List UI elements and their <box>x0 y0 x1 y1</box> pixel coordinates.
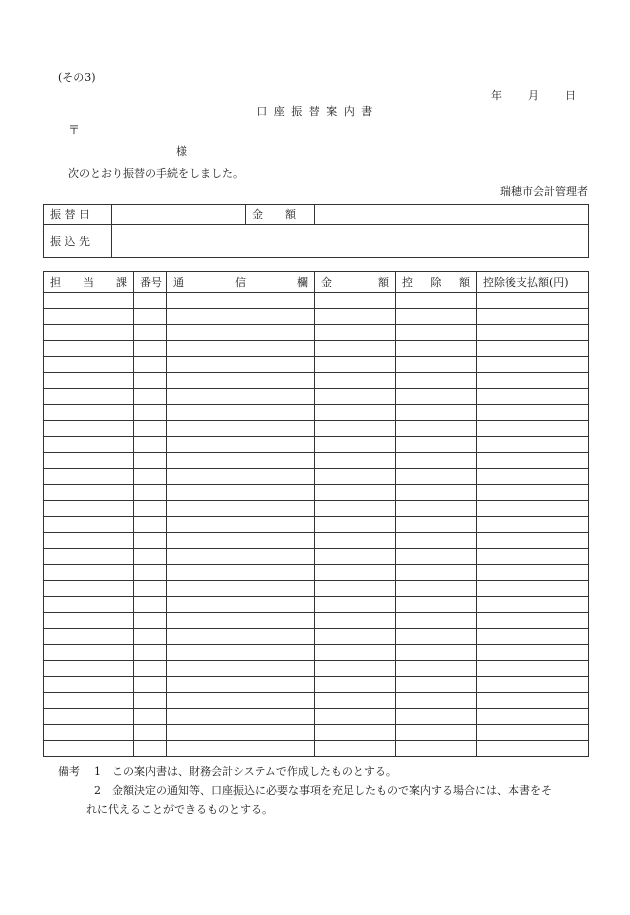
postal-mark: 〒 <box>68 123 81 137</box>
table-cell <box>477 565 589 581</box>
table-cell <box>44 437 134 453</box>
table-row <box>44 645 589 661</box>
table-cell <box>44 549 134 565</box>
table-cell <box>167 709 315 725</box>
date-day: 日 <box>565 89 576 102</box>
table-cell <box>134 293 167 309</box>
table-cell <box>44 309 134 325</box>
table-cell <box>396 645 477 661</box>
table-cell <box>44 741 134 757</box>
table-cell <box>315 597 396 613</box>
table-cell <box>315 725 396 741</box>
table-cell <box>396 597 477 613</box>
table-cell <box>167 645 315 661</box>
table-cell <box>396 661 477 677</box>
table-row <box>44 517 589 533</box>
table-cell <box>396 677 477 693</box>
table-cell <box>167 453 315 469</box>
table-row <box>44 373 589 389</box>
table-cell <box>315 581 396 597</box>
table-cell <box>477 325 589 341</box>
table-cell <box>396 565 477 581</box>
table-cell <box>315 709 396 725</box>
table-cell <box>44 357 134 373</box>
column-header: 担 当 課 <box>44 272 134 293</box>
table-cell <box>44 613 134 629</box>
table-cell <box>167 485 315 501</box>
table-cell <box>167 613 315 629</box>
table-cell <box>134 677 167 693</box>
table-cell <box>315 693 396 709</box>
table-row <box>44 581 589 597</box>
table-cell <box>44 293 134 309</box>
table-cell <box>315 437 396 453</box>
table-cell <box>44 597 134 613</box>
table-cell <box>315 453 396 469</box>
table-cell <box>477 437 589 453</box>
table-cell <box>477 389 589 405</box>
table-cell <box>44 533 134 549</box>
table-cell <box>44 661 134 677</box>
table-cell <box>315 341 396 357</box>
table-cell <box>315 325 396 341</box>
transfer-info-box <box>43 204 589 258</box>
form-number-label: (その3) <box>58 71 96 84</box>
table-cell <box>134 581 167 597</box>
amount-label: 金 額 <box>246 205 315 225</box>
table-cell <box>396 741 477 757</box>
table-cell <box>44 405 134 421</box>
table-row <box>44 533 589 549</box>
table-cell <box>167 437 315 453</box>
table-row <box>44 293 589 309</box>
table-row <box>44 469 589 485</box>
table-cell <box>315 485 396 501</box>
table-cell <box>167 581 315 597</box>
table-cell <box>134 453 167 469</box>
table-cell <box>44 645 134 661</box>
table-cell <box>167 405 315 421</box>
table-cell <box>134 389 167 405</box>
table-cell <box>315 741 396 757</box>
table-cell <box>396 389 477 405</box>
table-row <box>44 357 589 373</box>
table-cell <box>134 613 167 629</box>
table-cell <box>134 629 167 645</box>
table-cell <box>134 405 167 421</box>
table-cell <box>477 421 589 437</box>
table-cell <box>44 709 134 725</box>
table-cell <box>396 629 477 645</box>
table-cell <box>315 357 396 373</box>
table-cell <box>134 421 167 437</box>
table-cell <box>134 533 167 549</box>
recipient-honorific: 様 <box>176 145 187 158</box>
table-cell <box>477 501 589 517</box>
table-cell <box>477 293 589 309</box>
table-cell <box>44 677 134 693</box>
table-row <box>44 629 589 645</box>
table-cell <box>315 661 396 677</box>
table-row <box>44 485 589 501</box>
table-cell <box>477 309 589 325</box>
table-cell <box>167 741 315 757</box>
table-cell <box>477 405 589 421</box>
table-cell <box>44 421 134 437</box>
table-cell <box>167 597 315 613</box>
table-cell <box>315 293 396 309</box>
table-cell <box>315 469 396 485</box>
table-cell <box>134 549 167 565</box>
table-cell <box>477 629 589 645</box>
table-row <box>44 389 589 405</box>
table-cell <box>134 565 167 581</box>
table-row <box>44 597 589 613</box>
table-cell <box>167 373 315 389</box>
column-header: 番号 <box>134 272 167 293</box>
table-cell <box>134 309 167 325</box>
table-cell <box>477 485 589 501</box>
table-cell <box>315 421 396 437</box>
transfer-date-value <box>112 205 246 225</box>
table-cell <box>315 405 396 421</box>
remark-note-1: 1 この案内書は、財務会計システムで作成したものとする。 <box>94 765 397 778</box>
table-cell <box>134 709 167 725</box>
column-header: 通 信 欄 <box>167 272 315 293</box>
remark-note-2-continued: れに代えることができるものとする。 <box>86 803 273 816</box>
table-cell <box>315 309 396 325</box>
table-row <box>44 405 589 421</box>
table-cell <box>167 517 315 533</box>
table-cell <box>396 373 477 389</box>
table-cell <box>167 389 315 405</box>
table-cell <box>396 421 477 437</box>
payee-label: 振 込 先 <box>44 225 112 258</box>
table-cell <box>477 613 589 629</box>
table-cell <box>477 517 589 533</box>
payee-value <box>112 225 589 258</box>
table-cell <box>477 469 589 485</box>
table-cell <box>134 661 167 677</box>
table-cell <box>167 549 315 565</box>
table-cell <box>315 517 396 533</box>
column-header: 金 額 <box>315 272 396 293</box>
remark-note-2: 2 金額決定の通知等、口座振込に必要な事項を充足したもので案内する場合には、本書をそ <box>94 784 552 797</box>
table-cell <box>134 341 167 357</box>
remarks-label: 備考 <box>58 765 80 778</box>
table-cell <box>315 533 396 549</box>
table-cell <box>44 725 134 741</box>
table-cell <box>477 357 589 373</box>
table-cell <box>396 581 477 597</box>
table-row <box>44 453 589 469</box>
table-cell <box>315 677 396 693</box>
table-cell <box>167 629 315 645</box>
table-cell <box>477 645 589 661</box>
table-cell <box>477 693 589 709</box>
detail-table <box>43 271 589 757</box>
table-cell <box>134 517 167 533</box>
table-cell <box>477 677 589 693</box>
table-cell <box>44 565 134 581</box>
table-row <box>44 565 589 581</box>
table-cell <box>167 661 315 677</box>
table-row <box>44 693 589 709</box>
issuer-name: 瑞穂市会計管理者 <box>500 185 588 198</box>
table-row <box>44 725 589 741</box>
table-cell <box>477 341 589 357</box>
table-cell <box>44 501 134 517</box>
date-year: 年 <box>491 89 502 102</box>
table-cell <box>396 437 477 453</box>
table-cell <box>315 613 396 629</box>
table-row <box>44 613 589 629</box>
table-cell <box>44 693 134 709</box>
table-cell <box>315 373 396 389</box>
table-row <box>44 741 589 757</box>
table-cell <box>167 293 315 309</box>
table-cell <box>44 341 134 357</box>
table-cell <box>44 629 134 645</box>
table-cell <box>134 373 167 389</box>
table-cell <box>167 341 315 357</box>
table-cell <box>315 389 396 405</box>
table-cell <box>396 613 477 629</box>
table-cell <box>396 357 477 373</box>
table-cell <box>315 501 396 517</box>
column-header: 控除後支払額(円) <box>477 272 589 293</box>
table-header-row <box>44 272 589 293</box>
table-cell <box>134 597 167 613</box>
table-cell <box>167 693 315 709</box>
table-cell <box>44 325 134 341</box>
table-row <box>44 325 589 341</box>
table-cell <box>396 725 477 741</box>
table-cell <box>167 533 315 549</box>
table-cell <box>134 357 167 373</box>
table-cell <box>477 581 589 597</box>
table-cell <box>167 325 315 341</box>
table-cell <box>396 693 477 709</box>
table-cell <box>167 501 315 517</box>
table-cell <box>44 469 134 485</box>
table-cell <box>167 309 315 325</box>
document-title: 口 座 振 替 案 内 書 <box>256 105 374 118</box>
table-row <box>44 309 589 325</box>
table-cell <box>315 549 396 565</box>
table-cell <box>396 501 477 517</box>
table-cell <box>167 357 315 373</box>
table-cell <box>134 325 167 341</box>
table-row <box>44 421 589 437</box>
table-cell <box>44 453 134 469</box>
table-cell <box>477 725 589 741</box>
table-cell <box>44 373 134 389</box>
table-cell <box>477 741 589 757</box>
table-cell <box>134 693 167 709</box>
table-cell <box>315 565 396 581</box>
table-row <box>44 501 589 517</box>
transfer-date-label: 振 替 日 <box>44 205 112 225</box>
table-cell <box>44 517 134 533</box>
table-row <box>44 709 589 725</box>
table-row <box>44 677 589 693</box>
table-cell <box>167 725 315 741</box>
table-cell <box>396 293 477 309</box>
table-cell <box>396 709 477 725</box>
table-cell <box>134 501 167 517</box>
table-cell <box>396 453 477 469</box>
table-cell <box>396 325 477 341</box>
table-cell <box>396 341 477 357</box>
table-cell <box>315 645 396 661</box>
table-cell <box>396 405 477 421</box>
table-cell <box>477 661 589 677</box>
table-cell <box>134 741 167 757</box>
table-cell <box>477 597 589 613</box>
table-cell <box>396 469 477 485</box>
column-header: 控 除 額 <box>396 272 477 293</box>
table-cell <box>134 645 167 661</box>
table-cell <box>134 437 167 453</box>
table-cell <box>477 709 589 725</box>
table-cell <box>396 533 477 549</box>
table-cell <box>477 373 589 389</box>
table-cell <box>477 549 589 565</box>
table-cell <box>167 469 315 485</box>
table-cell <box>396 549 477 565</box>
table-row <box>44 437 589 453</box>
table-cell <box>134 469 167 485</box>
table-cell <box>44 389 134 405</box>
table-cell <box>44 485 134 501</box>
table-cell <box>167 421 315 437</box>
table-cell <box>315 629 396 645</box>
date-month: 月 <box>528 89 539 102</box>
table-cell <box>477 533 589 549</box>
table-cell <box>167 565 315 581</box>
table-cell <box>134 725 167 741</box>
date-line <box>491 90 576 101</box>
table-cell <box>167 677 315 693</box>
table-cell <box>44 581 134 597</box>
table-cell <box>396 309 477 325</box>
table-row <box>44 661 589 677</box>
intro-text: 次のとおり振替の手続をしました。 <box>68 167 244 180</box>
table-cell <box>396 517 477 533</box>
amount-value <box>315 205 589 225</box>
table-cell <box>477 453 589 469</box>
table-row <box>44 341 589 357</box>
table-cell <box>134 485 167 501</box>
table-cell <box>396 485 477 501</box>
table-row <box>44 549 589 565</box>
